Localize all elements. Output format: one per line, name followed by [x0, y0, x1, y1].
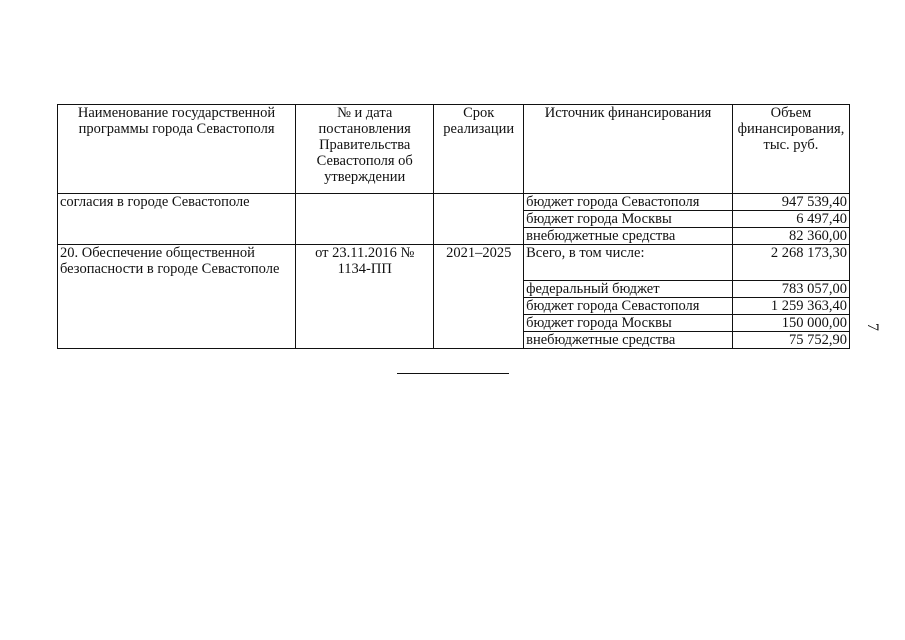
source-cell: бюджет города Севастополя: [524, 194, 733, 211]
source-cell: внебюджетные средства: [524, 332, 733, 349]
end-separator-line: [397, 373, 509, 374]
page-number: 7: [864, 323, 881, 331]
amount-cell: 947 539,40: [732, 194, 849, 211]
source-cell: Всего, в том числе:: [524, 245, 733, 281]
table-row: [58, 245, 850, 281]
decree-cell: [296, 194, 434, 245]
amount-cell: 82 360,00: [732, 228, 849, 245]
header-source: Источник финансирования: [524, 105, 733, 194]
header-program-name: Наименование государственной программы города Севастополя: [58, 105, 296, 194]
source-cell: бюджет города Севастополя: [524, 298, 733, 315]
header-amount: Объем финансирования, тыс. руб.: [732, 105, 849, 194]
source-cell: внебюджетные средства: [524, 228, 733, 245]
amount-cell: 6 497,40: [732, 211, 849, 228]
source-cell: бюджет города Москвы: [524, 315, 733, 332]
amount-cell: 783 057,00: [732, 281, 849, 298]
amount-cell: 150 000,00: [732, 315, 849, 332]
period-cell: [434, 194, 524, 245]
source-cell: бюджет города Москвы: [524, 211, 733, 228]
amount-cell: 75 752,90: [732, 332, 849, 349]
program-name-cell: согласия в городе Севастополе: [58, 194, 296, 245]
period-cell: 2021–2025: [434, 245, 524, 349]
financing-table: [57, 104, 850, 349]
table-row: [58, 194, 850, 211]
header-row: [58, 105, 850, 194]
source-cell: федеральный бюджет: [524, 281, 733, 298]
amount-cell: 1 259 363,40: [732, 298, 849, 315]
amount-cell: 2 268 173,30: [732, 245, 849, 281]
header-period: Срок реализации: [434, 105, 524, 194]
decree-cell: от 23.11.2016 № 1134-ПП: [296, 245, 434, 349]
program-name-cell: 20. Обеспечение общественной безопасности в городе Севастополе: [58, 245, 296, 349]
header-decree: № и дата постановления Правительства Севастополя об утверждении: [296, 105, 434, 194]
